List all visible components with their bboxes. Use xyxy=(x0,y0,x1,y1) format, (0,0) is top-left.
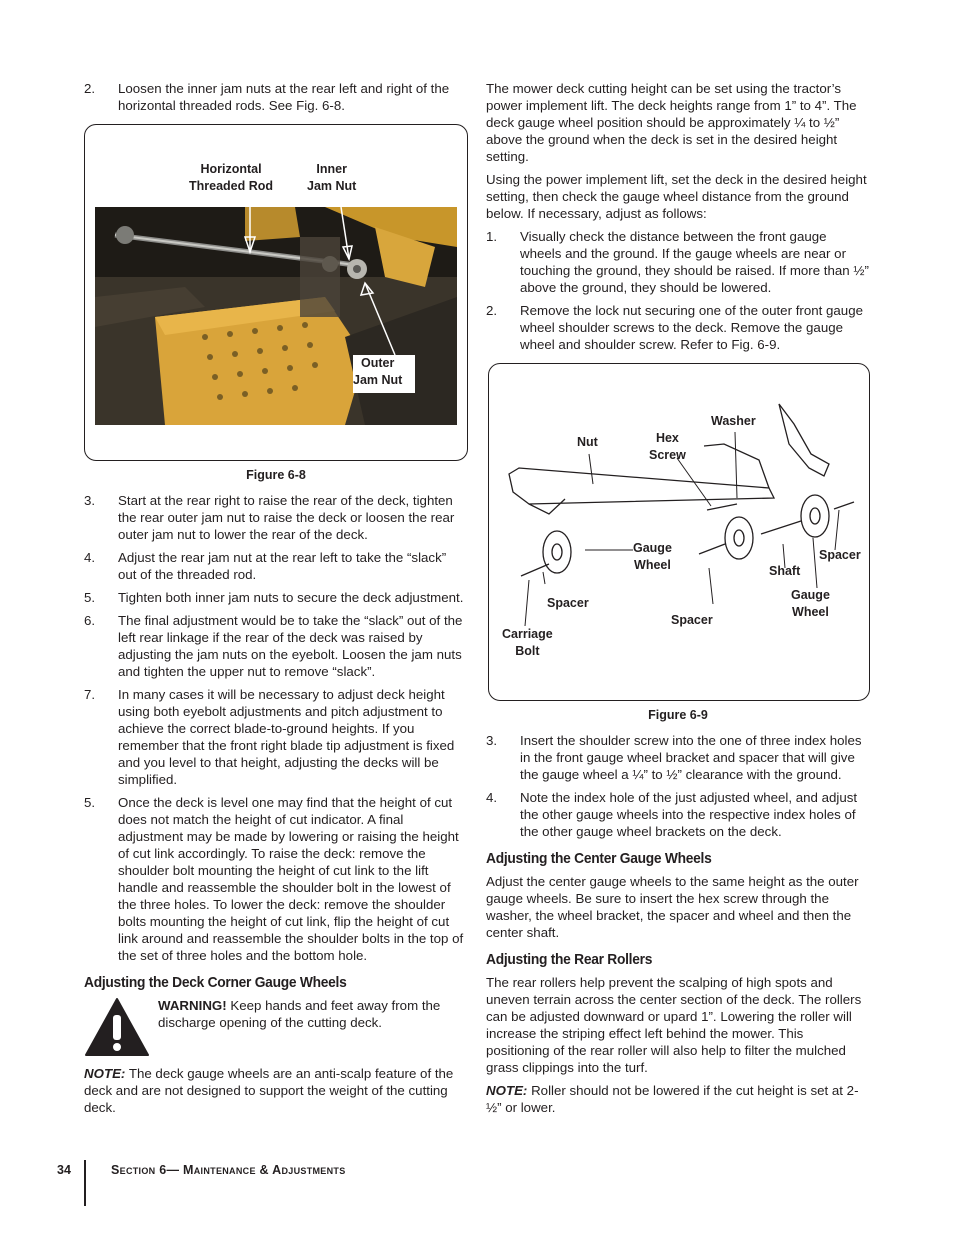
step-7: 7. In many cases it will be necessary to adjust deck height using both eyebolt adjustments and pitch adjustment to achieve the correct blade-to-ground heights. If you remember that the front right blade tip adjustment is fixed and you level to that height, adjusting the decks will be simplified. xyxy=(84,687,455,787)
label-outer-jam-nut: Outer Jam Nut xyxy=(353,356,403,387)
label-hex-screw: Hex Screw xyxy=(649,431,686,462)
step-3: 3. Start at the rear right to raise the rear of the deck, tighten the rear outer jam nut to raise the deck or loosen the rear outer jam nut to lower the rear of the deck. xyxy=(84,493,455,542)
step-3-insert-shoulder-screw: 3. Insert the shoulder screw into the one of three index holes in the front gauge wheel bracket and spacer that will give the gauge wheel a ¼” to ½” clearance with the ground. xyxy=(486,733,862,782)
left-column xyxy=(84,80,468,1122)
label-shaft: Shaft xyxy=(769,564,801,578)
heading-center-gauge-wheels: Adjusting the Center Gauge Wheels xyxy=(486,850,712,867)
step-6: 6. The final adjustment would be to take the “slack” out of the left rear linkage if the rear of the deck was raised by adjusting the jam nuts on the eyebolt. Loosen the jam nuts and tighten the upper nut to remove “slack”. xyxy=(84,613,463,679)
footer-divider xyxy=(84,1160,86,1206)
label-horizontal-threaded-rod: Horizontal Threaded Rod xyxy=(189,162,274,193)
heading-deck-corner-gauge-wheels: Adjusting the Deck Corner Gauge Wheels xyxy=(84,974,347,991)
step-2-loosen xyxy=(84,80,468,114)
deck-photo xyxy=(95,207,457,425)
step-2-remove-lock-nut: 2. Remove the lock nut securing one of the outer front gauge wheel shoulder screws to the deck. Remove the gauge wheel and shoulder screw. Refer to Fig. 6-9. xyxy=(486,303,863,352)
figure-6-8 xyxy=(84,124,468,461)
center-gauge-text: Adjust the center gauge wheels to the same height as the outer gauge wheels. Be sure to insert the hex screw through the washer, the wheel bracket, the spacer and wheel and then the center shaft. xyxy=(486,874,859,940)
step-1-visual-check: 1. Visually check the distance between the front gauge wheels and the ground. If the gauge wheels are near or touching the ground, they should be raised. If more than ½” above the ground, they should be lowered. xyxy=(486,229,869,295)
deck-photo-illustration xyxy=(95,207,457,425)
label-washer: Washer xyxy=(711,414,756,428)
warning-text: WARNING! Keep hands and feet away from the discharge opening of the cutting deck. xyxy=(158,998,441,1030)
figure-6-8-caption: Figure 6-8 xyxy=(246,468,306,482)
label-nut: Nut xyxy=(577,435,598,449)
intro-paragraph-1: The mower deck cutting height can be set using the tractor’s power implement lift. The deck heights range from 1” to 4”. The deck gauge wheel position should be approximately ¼ to ½” above the ground when the deck is set in the desired height setting. xyxy=(486,81,857,164)
label-spacer-left: Spacer xyxy=(547,596,589,610)
page-number: 34 xyxy=(57,1163,71,1177)
figure-6-9 xyxy=(488,363,870,701)
label-gauge-wheel-left: Gauge Wheel xyxy=(633,541,672,572)
step-4: 4. Adjust the rear jam nut at the rear left to take the “slack” out of the threaded rod. xyxy=(84,550,447,582)
step-4-note-index-hole: 4. Note the index hole of the just adjusted wheel, and adjust the other gauge wheels into the respective index holes of the other gauge wheel brackets on the deck. xyxy=(486,790,858,839)
intro-paragraph-2: Using the power implement lift, set the deck in the desired height setting, then check the gauge wheel distance from the ground below. If necessary, adjust as follows: xyxy=(486,172,867,221)
note-gauge-wheels: NOTE: The deck gauge wheels are an anti-scalp feature of the deck and are not designed to support the weight of the cutting deck. xyxy=(84,1066,454,1115)
warning-block xyxy=(84,997,468,1057)
step-5b: 5. Once the deck is level one may find that the height of cut does not match the height of cut indicator. A final adjustment may be made by lowering or raising the height of cut link accordingly. To raise the deck: remove the shoulder bolt mounting the height of cut link to the lift handle and reassemble the shoulder bolt in the lowest of the three holes. To lower the deck: remove the shoulder bolts mounting the height of cut link, flip the height of cut link around and reassemble the shoulder bolts in the top of the set of three holes and the bottom hole. xyxy=(84,795,464,963)
figure-6-9-caption: Figure 6-9 xyxy=(648,708,708,722)
step-number: 2. xyxy=(84,81,96,96)
label-gauge-wheel-right: Gauge Wheel xyxy=(791,588,830,619)
note-rear-roller: NOTE: Roller should not be lowered if the cut height is set at 2-½” or lower. xyxy=(486,1083,859,1115)
step-5: 5. Tighten both inner jam nuts to secure the deck adjustment. xyxy=(84,590,464,605)
rear-rollers-text: The rear rollers help prevent the scalping of high spots and uneven terrain across the center section of the deck. The rollers can be adjusted downward or upard 1”. Lowering the roller will increase the striping effect left behind the mower. This positioning of the rear roller will also help to filter the mulched grass clippings into the turf. xyxy=(486,975,862,1075)
warning-triangle-icon xyxy=(84,997,150,1057)
heading-rear-rollers: Adjusting the Rear Rollers xyxy=(486,951,653,968)
label-spacer-right: Spacer xyxy=(819,548,861,562)
footer-section-title: Section 6— Maintenance & Adjustments xyxy=(111,1163,346,1177)
right-column xyxy=(486,80,870,1122)
label-spacer-middle: Spacer xyxy=(671,613,713,627)
label-carriage-bolt: Carriage Bolt xyxy=(502,627,553,658)
step-text: Loosen the inner jam nuts at the rear left and right of the horizontal threaded rods. See Fig. 6-8. xyxy=(118,81,450,113)
label-inner-jam-nut: Inner Jam Nut xyxy=(307,162,357,193)
